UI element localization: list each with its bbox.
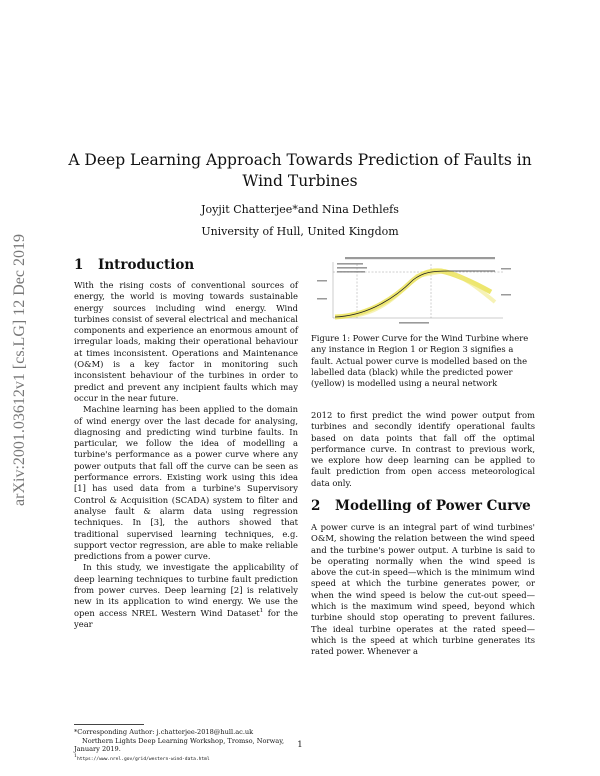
section-title: Introduction [98, 257, 195, 273]
intro-paragraph: Machine learning has been applied to the domain of wind energy over the last decade for analysing, diagnosing and predicting wind turbine faults. In particular, we follow the idea of modelling a turbine's performance as a power curve where any power outputs that fall off the curve can be seen as performance errors. Existing work using this idea [1] has used data from a turbine's Supervisory Control & Acquisition (SCADA) system to filter and analyse fault & alarm data using regression techniques. In [3], the authors showed that traditional supervised learning techniques, e.g. support vector regression, are able to make reliable predictions from a power curve. [74, 404, 298, 562]
footnote-url-line [74, 754, 298, 765]
section-number: 1 [74, 257, 84, 273]
right-column-continuation [311, 410, 535, 489]
intro-paragraph-tail: for the year [74, 607, 298, 629]
continuation-paragraph: 2012 to first predict the wind power output from turbines and secondly identify operational faults based on data points that fall off the optimal performance curve. In contrast to previous work, we explore how deep learning can be applied to fault prediction from open access meteorological data only. [311, 410, 535, 488]
section-heading-power-curve [311, 498, 531, 514]
footnote-rule [74, 724, 144, 725]
footnote-corresponding: *Corresponding Author: j.chatterjee-2018@hull.ac.uk [74, 728, 254, 736]
power-curve-figure [313, 254, 535, 328]
section-number: 2 [311, 498, 321, 514]
arxiv-stamp [2, 200, 38, 540]
footnote-marker: 1 [259, 607, 264, 614]
left-column [74, 280, 298, 630]
section2-body [311, 522, 535, 658]
section-heading-introduction [74, 257, 194, 273]
footnote-url[interactable]: https://www.nrel.gov/grid/western-wind-data.html [76, 756, 210, 762]
figure-caption: Figure 1: Power Curve for the Wind Turbine where any instance in Region 1 or Region 3 signifies a fault. Actual power curve is modelled based on the labelled data (black) while the predicted power (yellow) is modelled using a neural network [311, 333, 529, 389]
arxiv-stamp-text: arXiv:2001.03612v1 [cs.LG] 12 Dec 2019 [11, 234, 28, 506]
paper-title: A Deep Learning Approach Towards Prediction of Faults in Wind Turbines [68, 151, 532, 190]
authors: Joyjit Chatterjee*and Nina Dethlefs [201, 203, 399, 216]
intro-paragraph-text: In this study, we investigate the applicability of deep learning techniques to turbine fault prediction from power curves. Deep learning [2] is relatively new in its application to wind energy. We use the open access NREL Western Wind Dataset [74, 562, 298, 618]
intro-paragraph [74, 562, 298, 630]
footnote-workshop: Northern Lights Deep Learning Workshop, Tromso, Norway, January 2019. [74, 736, 285, 754]
section-title: Modelling of Power Curve [335, 498, 531, 514]
affiliation: University of Hull, United Kingdom [201, 225, 399, 238]
footnote-url-marker: 1 [74, 753, 77, 759]
page-number: 1 [297, 740, 303, 750]
footnotes [74, 728, 298, 764]
intro-paragraph: With the rising costs of conventional sources of energy, the world is moving towards sustainable energy sources including wind energy. Wind turbines consist of several electrical and mechanical components and experience an enormous amount of irregular loads, making their operational behaviour at times inconsistent. Operations and Maintenance (O&M) is a key factor in monitoring such inconsistent behaviour of the turbines in order to predict and prevent any incipient faults which may occur in the near future. [74, 280, 298, 403]
section2-paragraph: A power curve is an integral part of wind turbines' O&M, showing the relation between the wind speed and the turbine's power output. A turbine is said to be operating normally when the wind speed is above the cut-in speed—which is the minimum wind speed at which the turbine generates power, or when the wind speed is below the cut-out speed—which is the maximum wind speed, beyond which turbine should stop operating to prevent failures. The ideal turbine operates at the rated speed—which is the speed at which turbine generates its rated power. Whenever a [311, 522, 535, 657]
